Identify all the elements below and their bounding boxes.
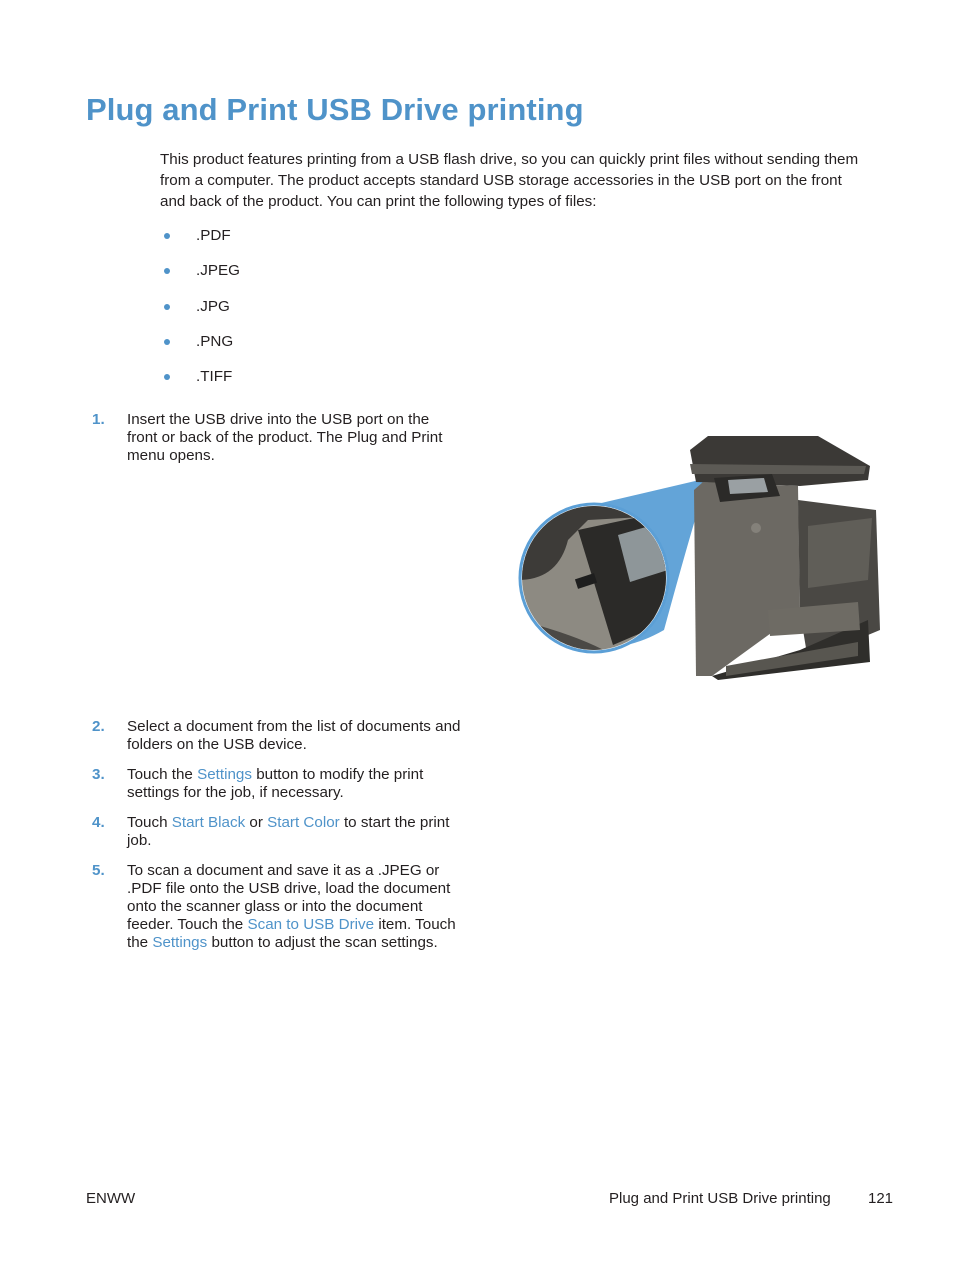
page-number: 121 <box>868 1190 894 1207</box>
start-color-reference: Start Color <box>267 814 340 831</box>
list-item: .JPEG <box>160 261 240 296</box>
settings-button-reference: Settings <box>197 766 252 783</box>
page-title: Plug and Print USB Drive printing <box>86 92 584 127</box>
printer-usb-port-illustration <box>518 430 884 682</box>
file-type-list <box>160 226 240 402</box>
step-text: To scan a document and save it as a .JPEG or .PDF file onto the USB drive, load the document onto the scanner glass or into the document feeder. Touch the Scan to USB Drive item. Touch the Settings button to adjust the scan settings. <box>127 862 456 951</box>
step-4 <box>92 814 462 850</box>
bullet-icon <box>164 304 170 310</box>
step-number: 3. <box>92 766 105 783</box>
step-number: 5. <box>92 862 105 879</box>
step-text: Select a document from the list of documents and folders on the USB device. <box>127 718 461 753</box>
list-item: .TIFF <box>160 367 240 402</box>
step-2 <box>92 718 462 754</box>
step-5 <box>92 862 462 952</box>
start-black-reference: Start Black <box>171 814 246 831</box>
bullet-icon <box>164 268 170 274</box>
step-number: 2. <box>92 718 105 735</box>
footer-label: ENWW <box>86 1190 136 1207</box>
footer-section-title: Plug and Print USB Drive printing <box>609 1190 831 1207</box>
step-text: Touch Start Black or Start Color to start the print job. <box>127 814 450 849</box>
bullet-icon <box>164 339 170 345</box>
bullet-icon <box>164 374 170 380</box>
bullet-icon <box>164 233 170 239</box>
step-1 <box>92 411 462 465</box>
step-3 <box>92 766 462 802</box>
list-item: .PDF <box>160 226 240 261</box>
step-number: 1. <box>92 411 105 428</box>
list-item: .JPG <box>160 297 240 332</box>
step-text: Touch the Settings button to modify the print settings for the job, if necessary. <box>127 766 424 801</box>
settings-button-reference: Settings <box>152 934 208 951</box>
step-number: 4. <box>92 814 105 831</box>
intro-paragraph: This product features printing from a USB flash drive, so you can quickly print files without sending them from a computer. The product accepts standard USB storage accessories in the USB port on the front and back of the product. You can print the following types of files: <box>160 151 859 210</box>
list-item: .PNG <box>160 332 240 367</box>
step-text: Insert the USB drive into the USB port on the front or back of the product. The Plug and Print menu opens. <box>127 411 443 464</box>
scan-to-usb-drive-reference: Scan to USB Drive <box>247 916 375 933</box>
